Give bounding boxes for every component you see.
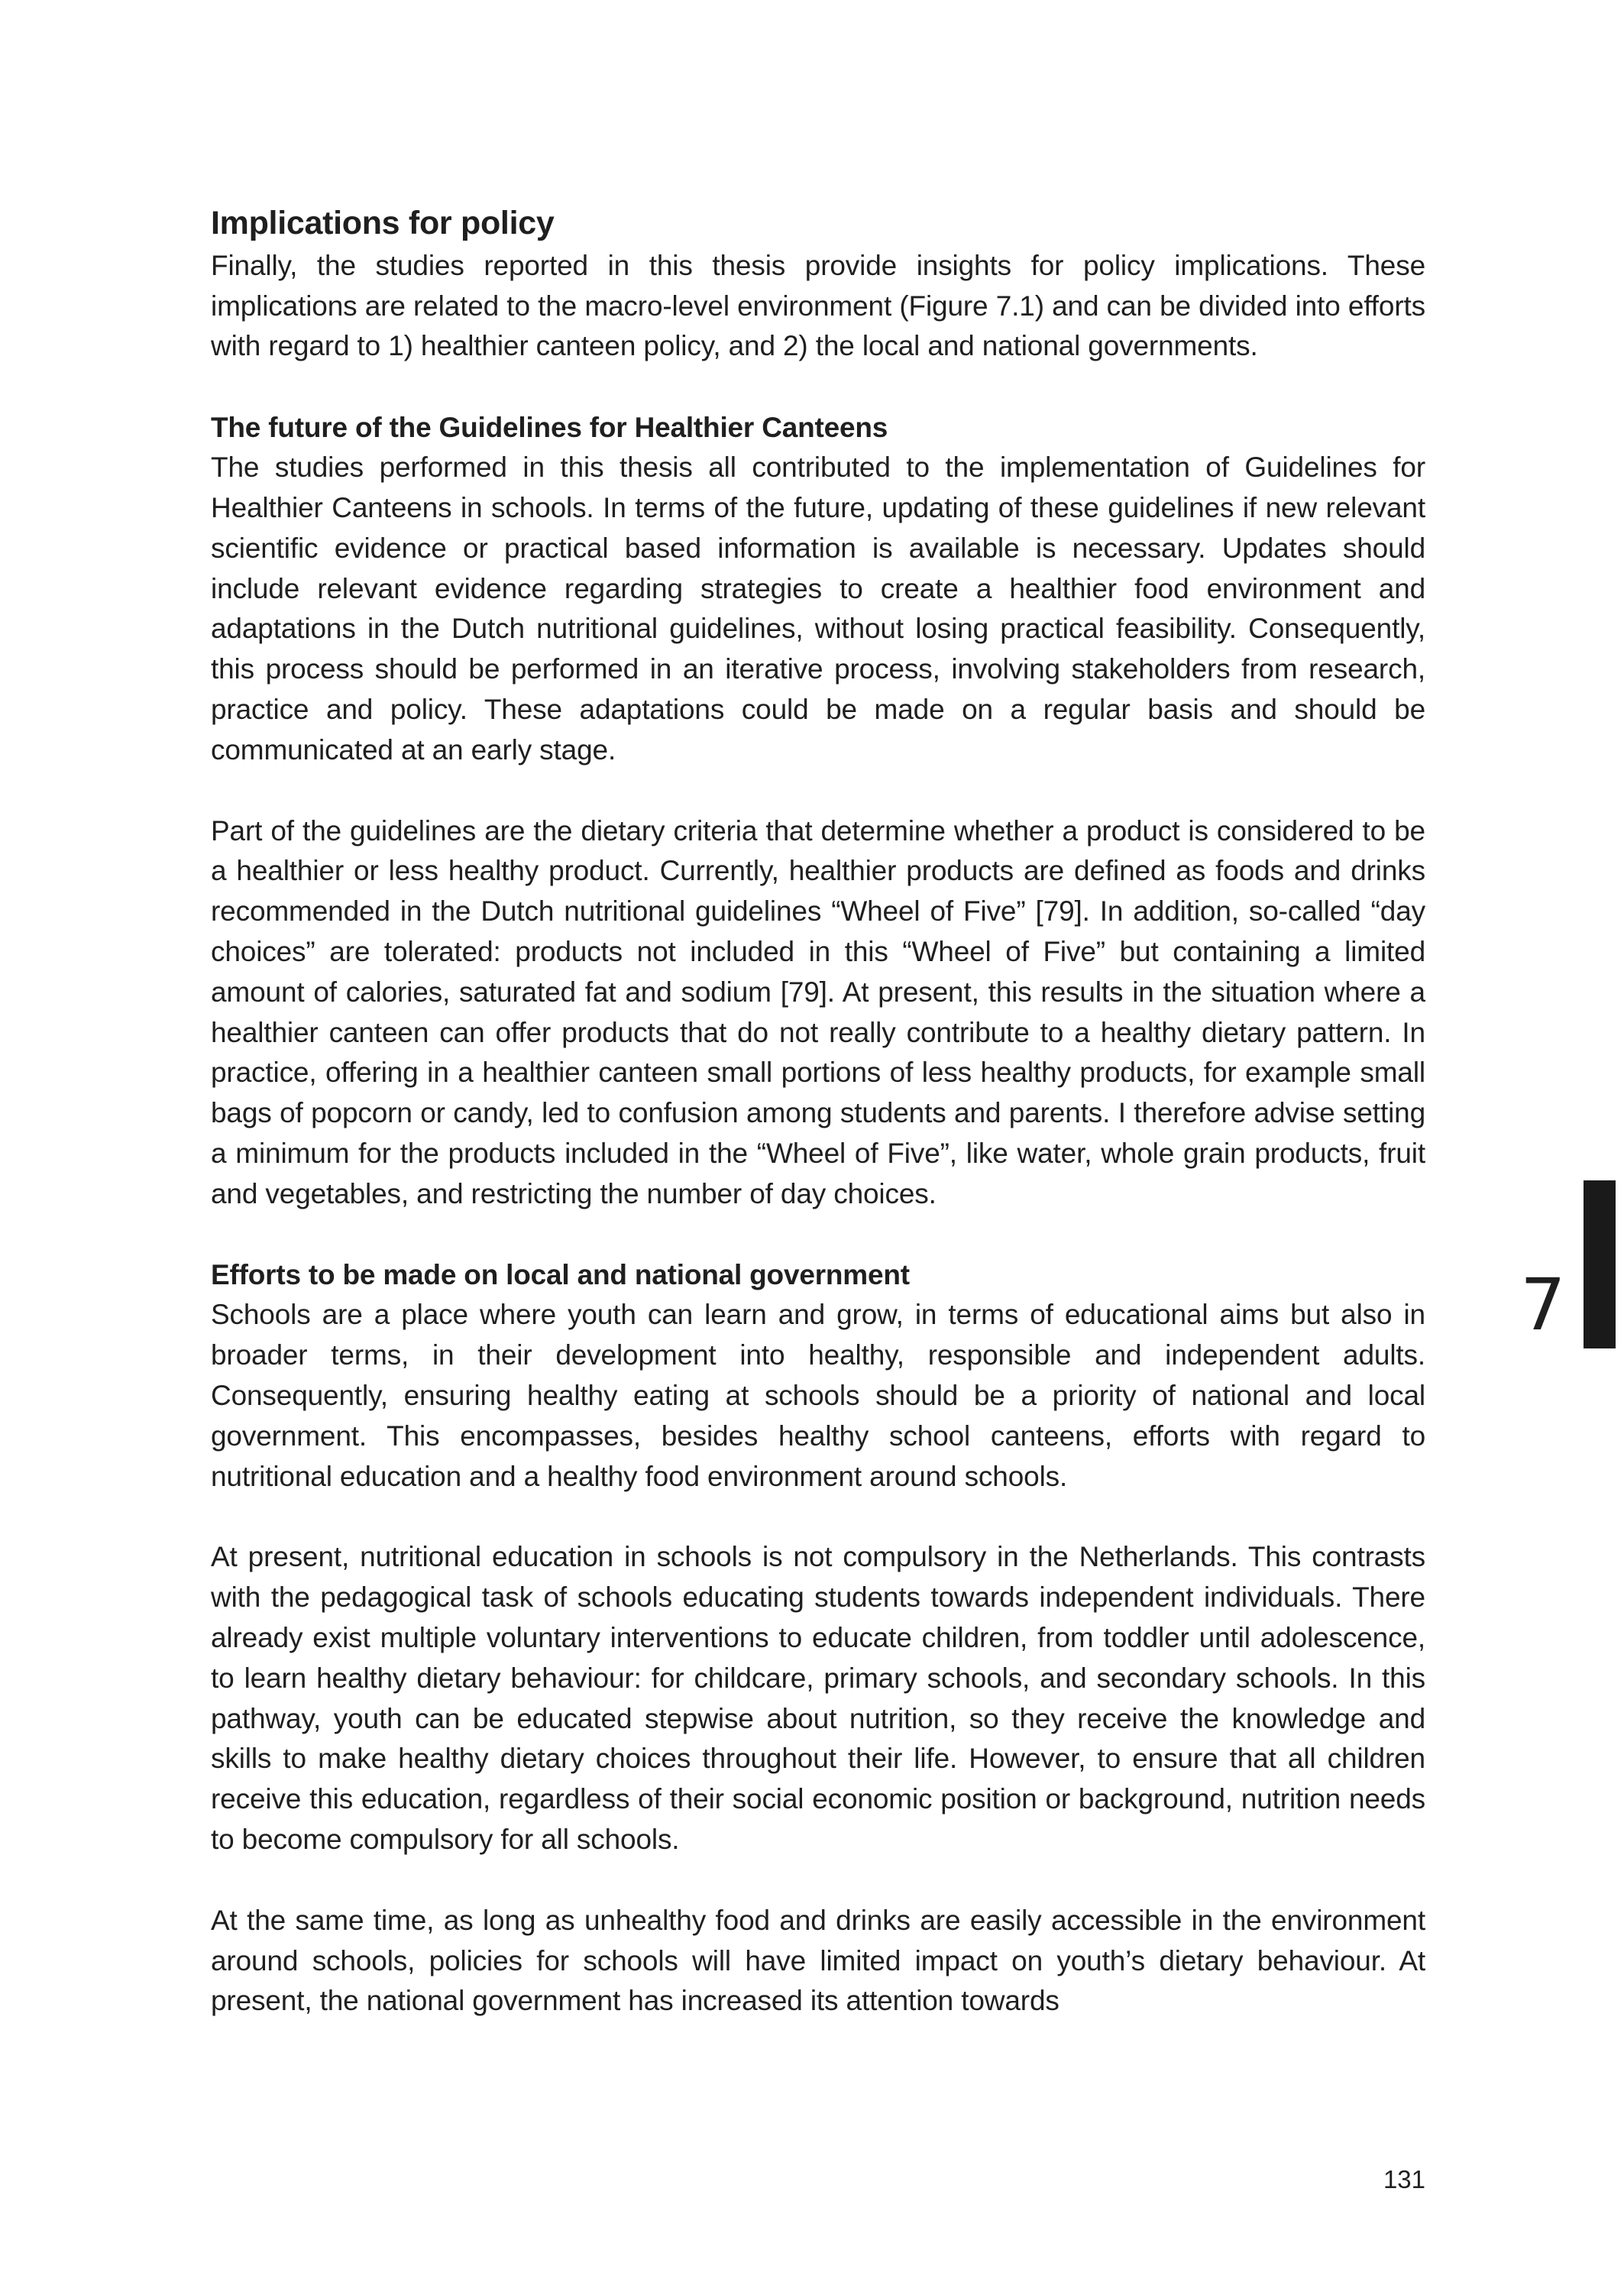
subheading-guidelines: The future of the Guidelines for Healthier Canteens — [211, 412, 888, 444]
page-number: 131 — [1383, 2165, 1425, 2193]
chapter-number: 7 — [1520, 1264, 1566, 1347]
paragraph-guidelines-1: The studies performed in this thesis all contributed to the implementation of Guidelines for Healthier Canteens in schools. In terms of the future, updating of these guidelines if new relevant scientific evidence or practical based information is available is necessary. Updates should include relevant evidence regarding strategies to create a healthier food environment and adaptations in the Dutch nutritional guidelines, without losing practical feasibility. Consequently, this process should be performed in an iterative process, involving stakeholders from research, practice and policy. These adaptations could be made on a regular basis and should be communicated at an early stage. — [211, 452, 1425, 766]
paragraph-policy-intro: Finally, the studies reported in this thesis provide insights for policy implications. These implications are related to the macro-level environment (Figure 7.1) and can be divided into efforts with regard to 1) healthier canteen policy, and 2) the local and national governments. — [211, 249, 1425, 362]
spacer — [211, 1860, 1425, 1901]
spacer — [211, 367, 1425, 407]
subheading-government: Efforts to be made on local and national government — [211, 1259, 910, 1291]
spacer — [211, 771, 1425, 811]
page-body — [211, 203, 1425, 2022]
chapter-tab-marker — [1584, 1180, 1616, 1348]
paragraph-guidelines-2: Part of the guidelines are the dietary criteria that determine whether a product is considered to be a healthier or less healthy product. Currently, healthier products are defined as foods and drinks recommended in the Dutch nutritional guidelines “Wheel of Five” [79]. In addition, so-called “day choices” are tolerated: products not included in this “Wheel of Five” but containing a limited amount of calories, saturated fat and sodium [79]. At present, this results in the situation where a healthier canteen can offer products that do not really contribute to a healthy dietary pattern. In practice, offering in a healthier canteen small portions of less healthy products, for example small bags of popcorn or candy, led to confusion among students and parents. I therefore advise setting a minimum for the products included in the “Wheel of Five”, like water, whole grain products, fruit and vegetables, and restricting the number of day choices. — [211, 814, 1425, 1209]
spacer — [211, 1214, 1425, 1254]
section-heading-implications: Implications for policy — [211, 205, 555, 241]
paragraph-government-3: At the same time, as long as unhealthy food and drinks are easily accessible in the environment around schools, policies for schools will have limited impact on youth’s dietary behaviour. At present, the national government has increased its attention towards — [211, 1904, 1425, 2017]
paragraph-government-2: At present, nutritional education in schools is not compulsory in the Netherlands. This contrasts with the pedagogical task of schools educating students towards independent individuals. There already exist multiple voluntary interventions to educate children, from toddler until adolescence, to learn healthy dietary behaviour: for childcare, primary schools, and secondary schools. In this pathway, youth can be educated stepwise about nutrition, so they receive the knowledge and skills to make healthy dietary choices throughout their life. However, to ensure that all children receive this education, regardless of their social economic position or background, nutrition needs to become compulsory for all schools. — [211, 1541, 1425, 1856]
spacer — [211, 1497, 1425, 1537]
paragraph-government-1: Schools are a place where youth can learn and grow, in terms of educational aims but also in broader terms, in their development into healthy, responsible and independent adults. Consequently, ensuring healthy eating at schools should be a priority of national and local government. This encompasses, besides healthy school canteens, efforts with regard to nutritional education and a healthy food environment around schools. — [211, 1299, 1425, 1492]
